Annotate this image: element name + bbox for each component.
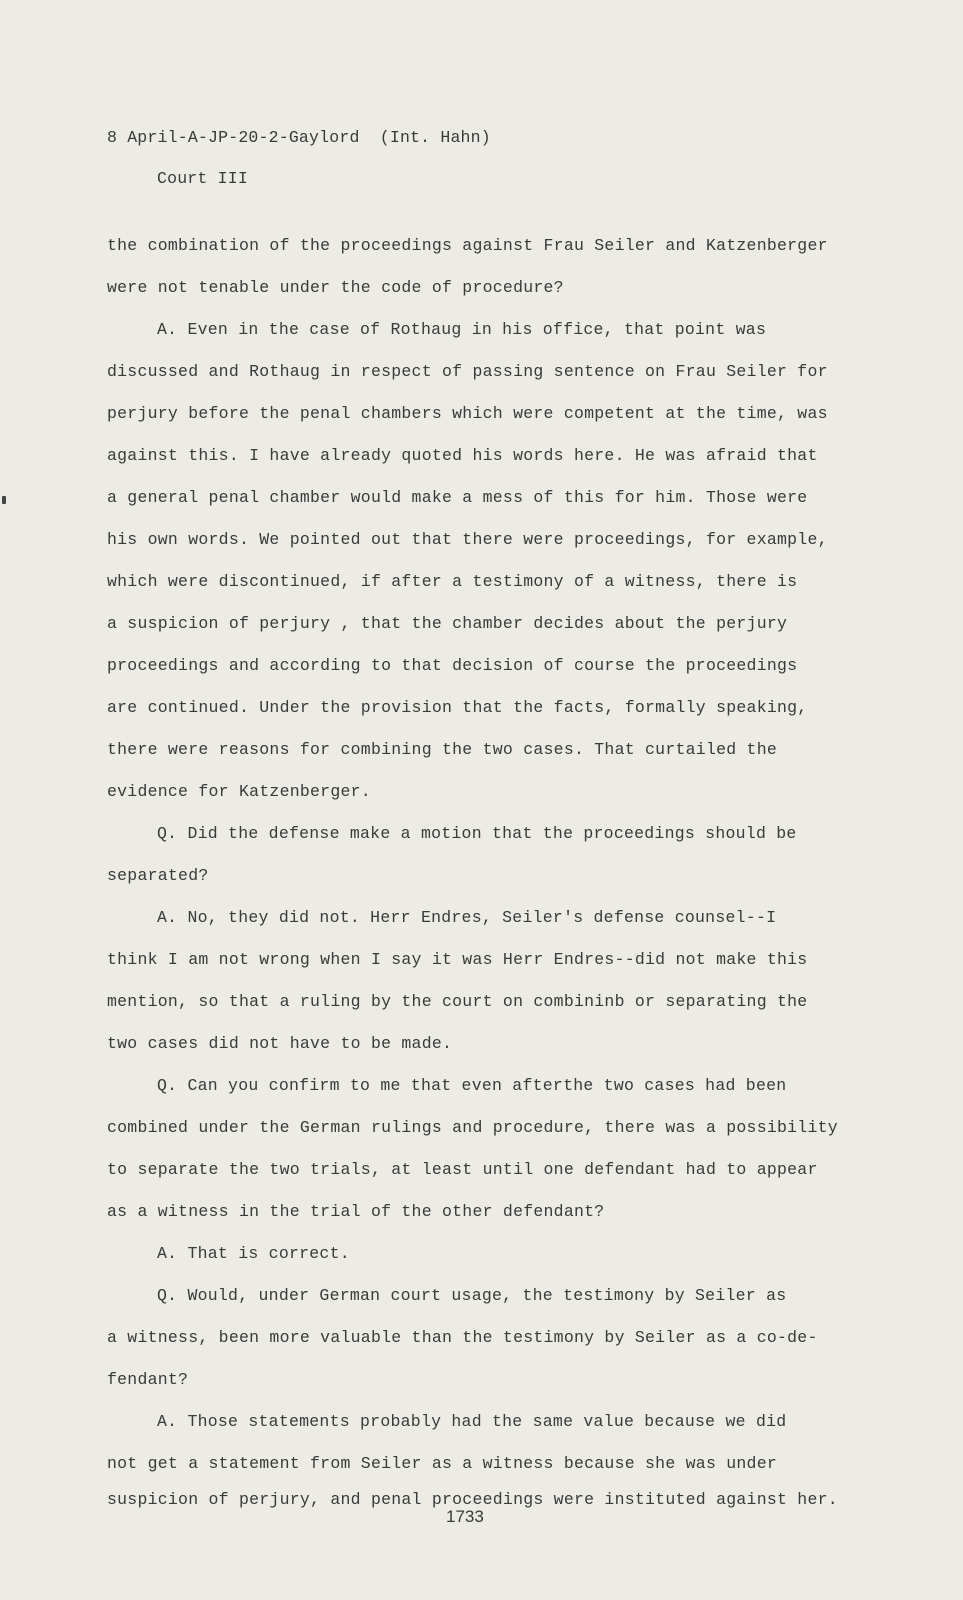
text-line: suspicion of perjury, and penal proceedings were instituted against her.	[107, 1490, 838, 1509]
text-line: A. Even in the case of Rothaug in his office, that point was	[157, 320, 767, 339]
text-line: A. No, they did not. Herr Endres, Seiler's defense counsel--I	[157, 908, 777, 927]
text-line: combined under the German rulings and procedure, there was a possibility	[107, 1118, 838, 1137]
text-line: A. Those statements probably had the same value because we did	[157, 1412, 787, 1431]
text-line: mention, so that a ruling by the court on combininb or separating the	[107, 992, 808, 1011]
text-line: are continued. Under the provision that the facts, formally speaking,	[107, 698, 808, 717]
text-line: his own words. We pointed out that there were proceedings, for example,	[107, 530, 828, 549]
text-line: discussed and Rothaug in respect of passing sentence on Frau Seiler for	[107, 362, 828, 381]
document-code: 8 April-A-JP-20-2-Gaylord (Int. Hahn)	[107, 128, 491, 147]
text-line: perjury before the penal chambers which were competent at the time, was	[107, 404, 828, 423]
text-line: a suspicion of perjury , that the chamber decides about the perjury	[107, 614, 788, 633]
court-label: Court III	[157, 169, 248, 188]
text-line: as a witness in the trial of the other defendant?	[107, 1202, 605, 1221]
text-line: two cases did not have to be made.	[107, 1034, 453, 1053]
text-line: Q. Did the defense make a motion that the proceedings should be	[157, 824, 797, 843]
text-line: to separate the two trials, at least until one defendant had to appear	[107, 1160, 818, 1179]
text-line: separated?	[107, 866, 209, 885]
text-line: against this. I have already quoted his words here. He was afraid that	[107, 446, 818, 465]
text-line: there were reasons for combining the two cases. That curtailed the	[107, 740, 778, 759]
text-line: a witness, been more valuable than the testimony by Seiler as a co-de-	[107, 1328, 818, 1347]
page-number: 1733	[446, 1507, 484, 1526]
text-line: proceedings and according to that decision of course the proceedings	[107, 656, 798, 675]
text-line: not get a statement from Seiler as a witness because she was under	[107, 1454, 778, 1473]
text-line: fendant?	[107, 1370, 189, 1389]
text-line: A. That is correct.	[157, 1244, 350, 1263]
text-line: Q. Can you confirm to me that even afterthe two cases had been	[157, 1076, 787, 1095]
text-line: were not tenable under the code of procedure?	[107, 278, 564, 297]
text-line: Q. Would, under German court usage, the testimony by Seiler as	[157, 1286, 787, 1305]
text-line: think I am not wrong when I say it was Herr Endres--did not make this	[107, 950, 808, 969]
text-line: evidence for Katzenberger.	[107, 782, 371, 801]
text-line: the combination of the proceedings against Frau Seiler and Katzenberger	[107, 236, 828, 255]
text-line: a general penal chamber would make a mess of this for him. Those were	[107, 488, 808, 507]
text-line: which were discontinued, if after a testimony of a witness, there is	[107, 572, 798, 591]
